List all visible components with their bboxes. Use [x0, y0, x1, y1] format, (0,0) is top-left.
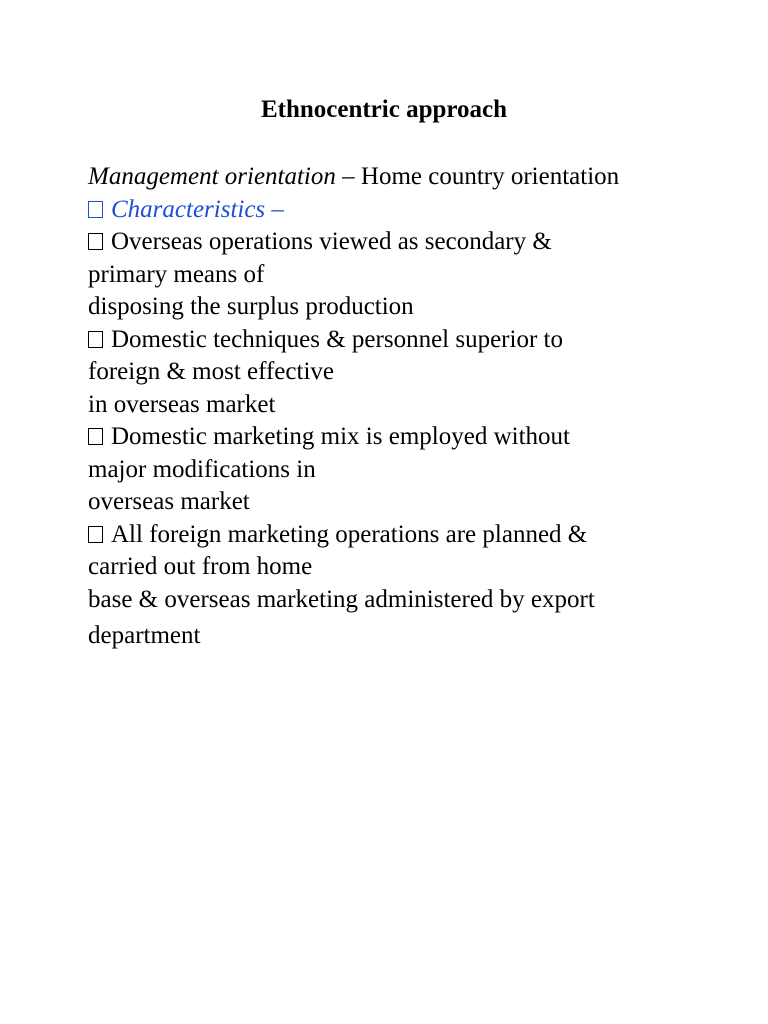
- box-bullet-icon: [88, 428, 103, 445]
- box-bullet-icon: [88, 201, 103, 218]
- document-body: [88, 161, 748, 653]
- continuation-line: department: [88, 622, 201, 649]
- continuation-line: major modifications in: [88, 455, 316, 483]
- bullet-line: [88, 324, 748, 357]
- continuation-line: disposing the surplus production: [88, 293, 414, 320]
- bullet-line: [88, 226, 748, 259]
- continuation-line: foreign & most effective: [88, 358, 334, 385]
- continuation-line: base & overseas marketing administered by export: [88, 585, 595, 613]
- characteristics-heading-line: [88, 194, 748, 227]
- bullet-text: Overseas operations viewed as secondary &: [111, 228, 552, 255]
- bullet-line: [88, 519, 748, 552]
- continuation-line: carried out from home: [88, 553, 313, 580]
- orientation-value: Home country orientation: [360, 163, 620, 190]
- continuation-line: in overseas market: [88, 390, 276, 418]
- orientation-label: Management orientation: [88, 163, 336, 190]
- management-orientation-line: [88, 161, 748, 194]
- continuation-line: primary means of: [88, 260, 265, 288]
- bullet-text: All foreign marketing operations are planned &: [111, 520, 588, 548]
- characteristics-heading: Characteristics –: [111, 195, 284, 223]
- continuation-line: overseas market: [88, 488, 250, 515]
- bullet-text: Domestic techniques & personnel superior to: [111, 325, 563, 353]
- bullet-text: Domestic marketing mix is employed without: [111, 423, 570, 450]
- box-bullet-icon: [88, 233, 103, 250]
- document-title: Ethnocentric approach: [260, 96, 508, 123]
- box-bullet-icon: [88, 526, 103, 543]
- box-bullet-icon: [88, 331, 103, 348]
- bullet-line: [88, 421, 748, 454]
- orientation-dash: –: [335, 163, 361, 190]
